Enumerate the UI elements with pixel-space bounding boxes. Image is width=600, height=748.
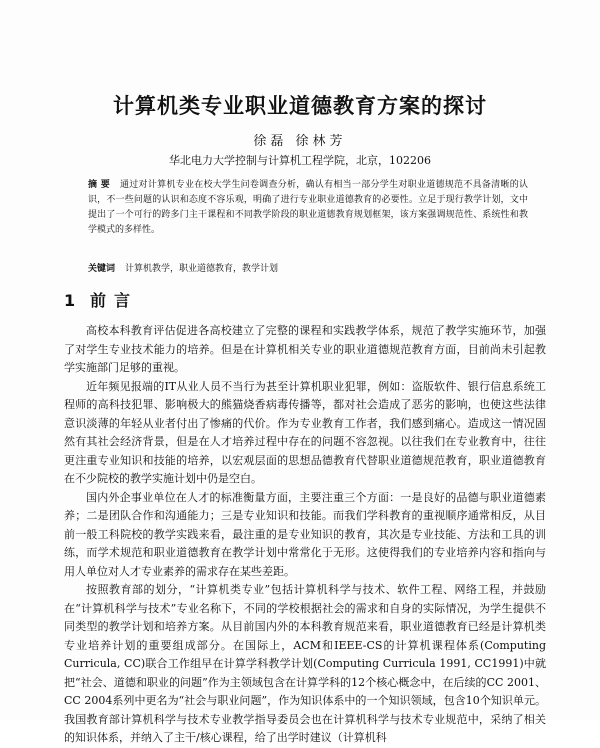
paper-affiliation: 华北电力大学控制与计算机工程学院，北京，102206 <box>169 154 431 167</box>
body-text <box>64 322 546 748</box>
keywords-block <box>88 261 528 274</box>
abstract-block <box>88 178 528 238</box>
keywords-text: 计算机教学，职业道德教育，教学计划 <box>125 264 279 274</box>
section-number: 1 <box>64 291 76 310</box>
paper-authors: 徐磊 徐林芳 <box>253 134 347 149</box>
paragraph: 按照教育部的划分，“计算机类专业”包括计算机科学与技术、软件工程、网络工程，并鼓励在“计算机科学与技术”专业名称下，不同的学校根据社会的需求和自身的实际情况，为学生提供不同类型的教学计划和培养方案。从目前国内外的本科教育规范来看，职业道德教育已经是计算机类专业培养计划的重要组成部分。在国际上，ACM和IEEE-CS的计算机课程体系(Computing Curricula, CC)联合工作组早在计算学科教学计划(Computing Curricula 1991, CC1991)中就把“社会、道德和职业的问题”作为主领域包含在计算学科的12个核心概念中，在后续的CC 2001、CC 2004系列中更名为“社会与职业问题”，作为知识体系中的一个知识领域，包含10个知识单元。我国教育部计算机科学与技术专业教学指导委员会也在计算机科学与技术专业规范中，采纳了相关的知识体系，并纳入了主干/核心课程，给了出学时建议（计算机科 <box>64 583 546 744</box>
paragraph: 高校本科教育评估促进各高校建立了完整的课程和实践教学体系，规范了教学实施环节，加强了对学生专业技术能力的培养。但是在计算机相关专业的职业道德规范教育方面，目前尚未引起教学实施部门足够的重视。 <box>64 324 546 374</box>
paragraph: 近年频见报端的IT从业人员不当行为甚至计算机职业犯罪，例如：盗版软件、银行信息系统工程师的高科技犯罪、影响极大的熊猫烧香病毒传播等，都对社会造成了恶劣的影响，也使这些法律意识淡薄的年轻从业者付出了惨痛的代价。作为专业教育工作者，我们感到痛心。造成这一情况固然有其社会经济背景，但是在人才培养过程中存在的问题不容忽视。以往我们在专业教育中，往往更注重专业知识和技能的培养，以宏观层面的思想品德教育代替职业道德规范教育，职业道德教育在不少院校的教学实施计划中仍是空白。 <box>64 379 546 485</box>
abstract-text: 通过对计算机专业在校大学生问卷调查分析，确认有相当一部分学生对职业道德规范不具备清晰的认识，不一些问题的认识和态度不容乐观，明确了进行专业职业道德教育的必要性。立足于现行教学计划，文中提出了一个可行的跨多门主干课程和不同教学阶段的职业道德教育规划框架，该方案强调规范性、系统性和教学模式的多样性。 <box>88 180 528 235</box>
section-title: 前言 <box>90 291 139 310</box>
keywords-label: 关键词 <box>88 264 116 274</box>
abstract-label: 摘 要 <box>88 180 110 190</box>
paper-title: 计算机类专业职业道德教育方案的探讨 <box>113 94 487 118</box>
section-heading <box>64 288 138 311</box>
paragraph: 国内外企事业单位在人才的标准衡量方面，主要注重三个方面：一是良好的品德与职业道德素养；二是团队合作和沟通能力；三是专业知识和技能。而我们学科教育的重视顺序通常相反，从目前一般工科院校的教学实践来看，最注重的是专业知识的教育，其次是专业技能、方法和工具的训练，而学术规范和职业道德教育在教学计划中常常化于无形。这使得我们的专业培养内容和指向与用人单位对人才专业素养的需求存在某些差距。 <box>64 490 546 578</box>
